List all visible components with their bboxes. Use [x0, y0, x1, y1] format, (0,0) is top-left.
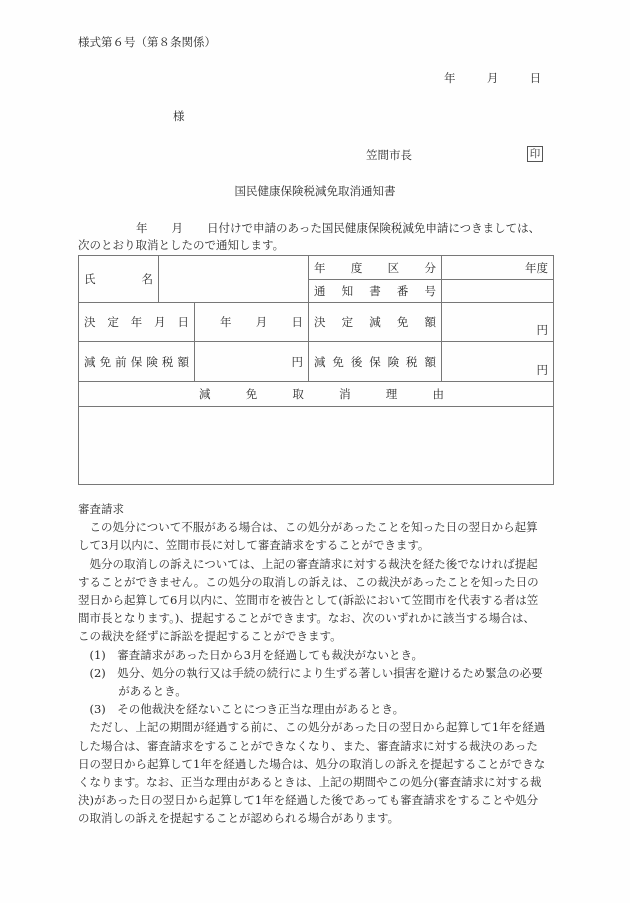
seal-mark: 印	[527, 146, 543, 162]
notice-number-label: 通 知 書 番 号	[309, 280, 442, 303]
date-year: 年	[444, 71, 456, 85]
intro-line-2: 次のとおり取消としたので通知します。	[78, 238, 285, 252]
notice-number-field[interactable]	[442, 280, 554, 303]
decided-reduction-field[interactable]: 円	[442, 303, 554, 342]
issue-date	[444, 70, 541, 86]
issuer-name: 笠間市長	[366, 148, 412, 162]
decision-date-label: 決 定 年 月 日	[79, 303, 195, 342]
intro-month: 月	[171, 221, 183, 235]
review-item-3: (3) その他裁決を経ないことにつき正当な理由があるとき。	[89, 702, 405, 717]
reason-field[interactable]	[79, 407, 554, 485]
date-month: 月	[486, 71, 499, 85]
date-day: 日	[529, 71, 542, 85]
decided-reduction-label: 決 定 減 免 額	[309, 303, 442, 342]
document-title: 国民健康保険税減免取消通知書	[234, 184, 396, 198]
addressee-suffix: 様	[173, 109, 185, 123]
post-tax-label: 減 免 後 保 険 税 額	[309, 342, 442, 382]
review-item-1: (1) 審査請求があった日から3月を経過しても裁決がないとき。	[89, 647, 424, 662]
review-para-3: ただし、上記の期間が経過する前に、この処分があった日の翌日から起算して1年を経過 した場合は、審査請求をすることができなくなり、また、審査請求に対する裁決のあった 日の翌日から起算して1年を経過した場合は、処分の取消しの訴えを提起することができな くなります。なお、正当な理由があるときは、上記の期間やこの処分(審査請求に対する裁 決)があった日の翌日から起算して1年を経過した後であっても審査請求をすることや処分 の取消しの訴えを提起することが認められる場合があります。	[78, 720, 546, 826]
name-label: 氏 名	[79, 256, 159, 303]
review-request-section	[78, 500, 553, 828]
form-number: 様式第６号（第８条関係）	[78, 35, 216, 49]
intro-rest: 日付けで申請のあった国民健康保険税減免申請につきましては、	[207, 221, 541, 235]
fiscal-year-field[interactable]: 年度	[442, 256, 554, 280]
post-tax-field[interactable]: 円	[442, 342, 554, 382]
reduction-cancel-table	[78, 255, 554, 485]
review-item-2: (2) 処分、処分の執行又は手続の続行により生ずる著しい損害を避けるため緊急の必要があるとき。	[89, 665, 543, 699]
reason-header: 減 免 取 消 理 由	[79, 382, 554, 407]
review-para-1: この処分について不服がある場合は、この処分があったことを知った日の翌日から起算 して3月以内に、笠間市長に対して審査請求をすることができます。	[78, 520, 538, 553]
review-para-2: 処分の取消しの訴えについては、上記の審査請求に対する裁決を経た後でなければ提起 することができません。この処分の取消しの訴えは、この裁決があったことを知った日の 翌日から起算して6月以内に、笠間市を被告として(訴訟において笠間市を代表する者は笠 間市長となります。)、提起することができます。なお、次のいずれかに該当する場合は、 この裁決を経ずに訴訟を提起することができます。	[78, 556, 539, 644]
review-heading: 審査請求	[78, 502, 124, 516]
name-field[interactable]	[159, 256, 309, 303]
pre-tax-field[interactable]: 円	[195, 342, 309, 382]
intro-year: 年	[136, 221, 148, 235]
decision-date-field[interactable]: 年 月 日	[195, 303, 309, 342]
fiscal-year-label: 年 度 区 分	[309, 256, 442, 280]
pre-tax-label: 減 免 前 保 険 税 額	[79, 342, 195, 382]
intro-line-1	[78, 220, 540, 236]
